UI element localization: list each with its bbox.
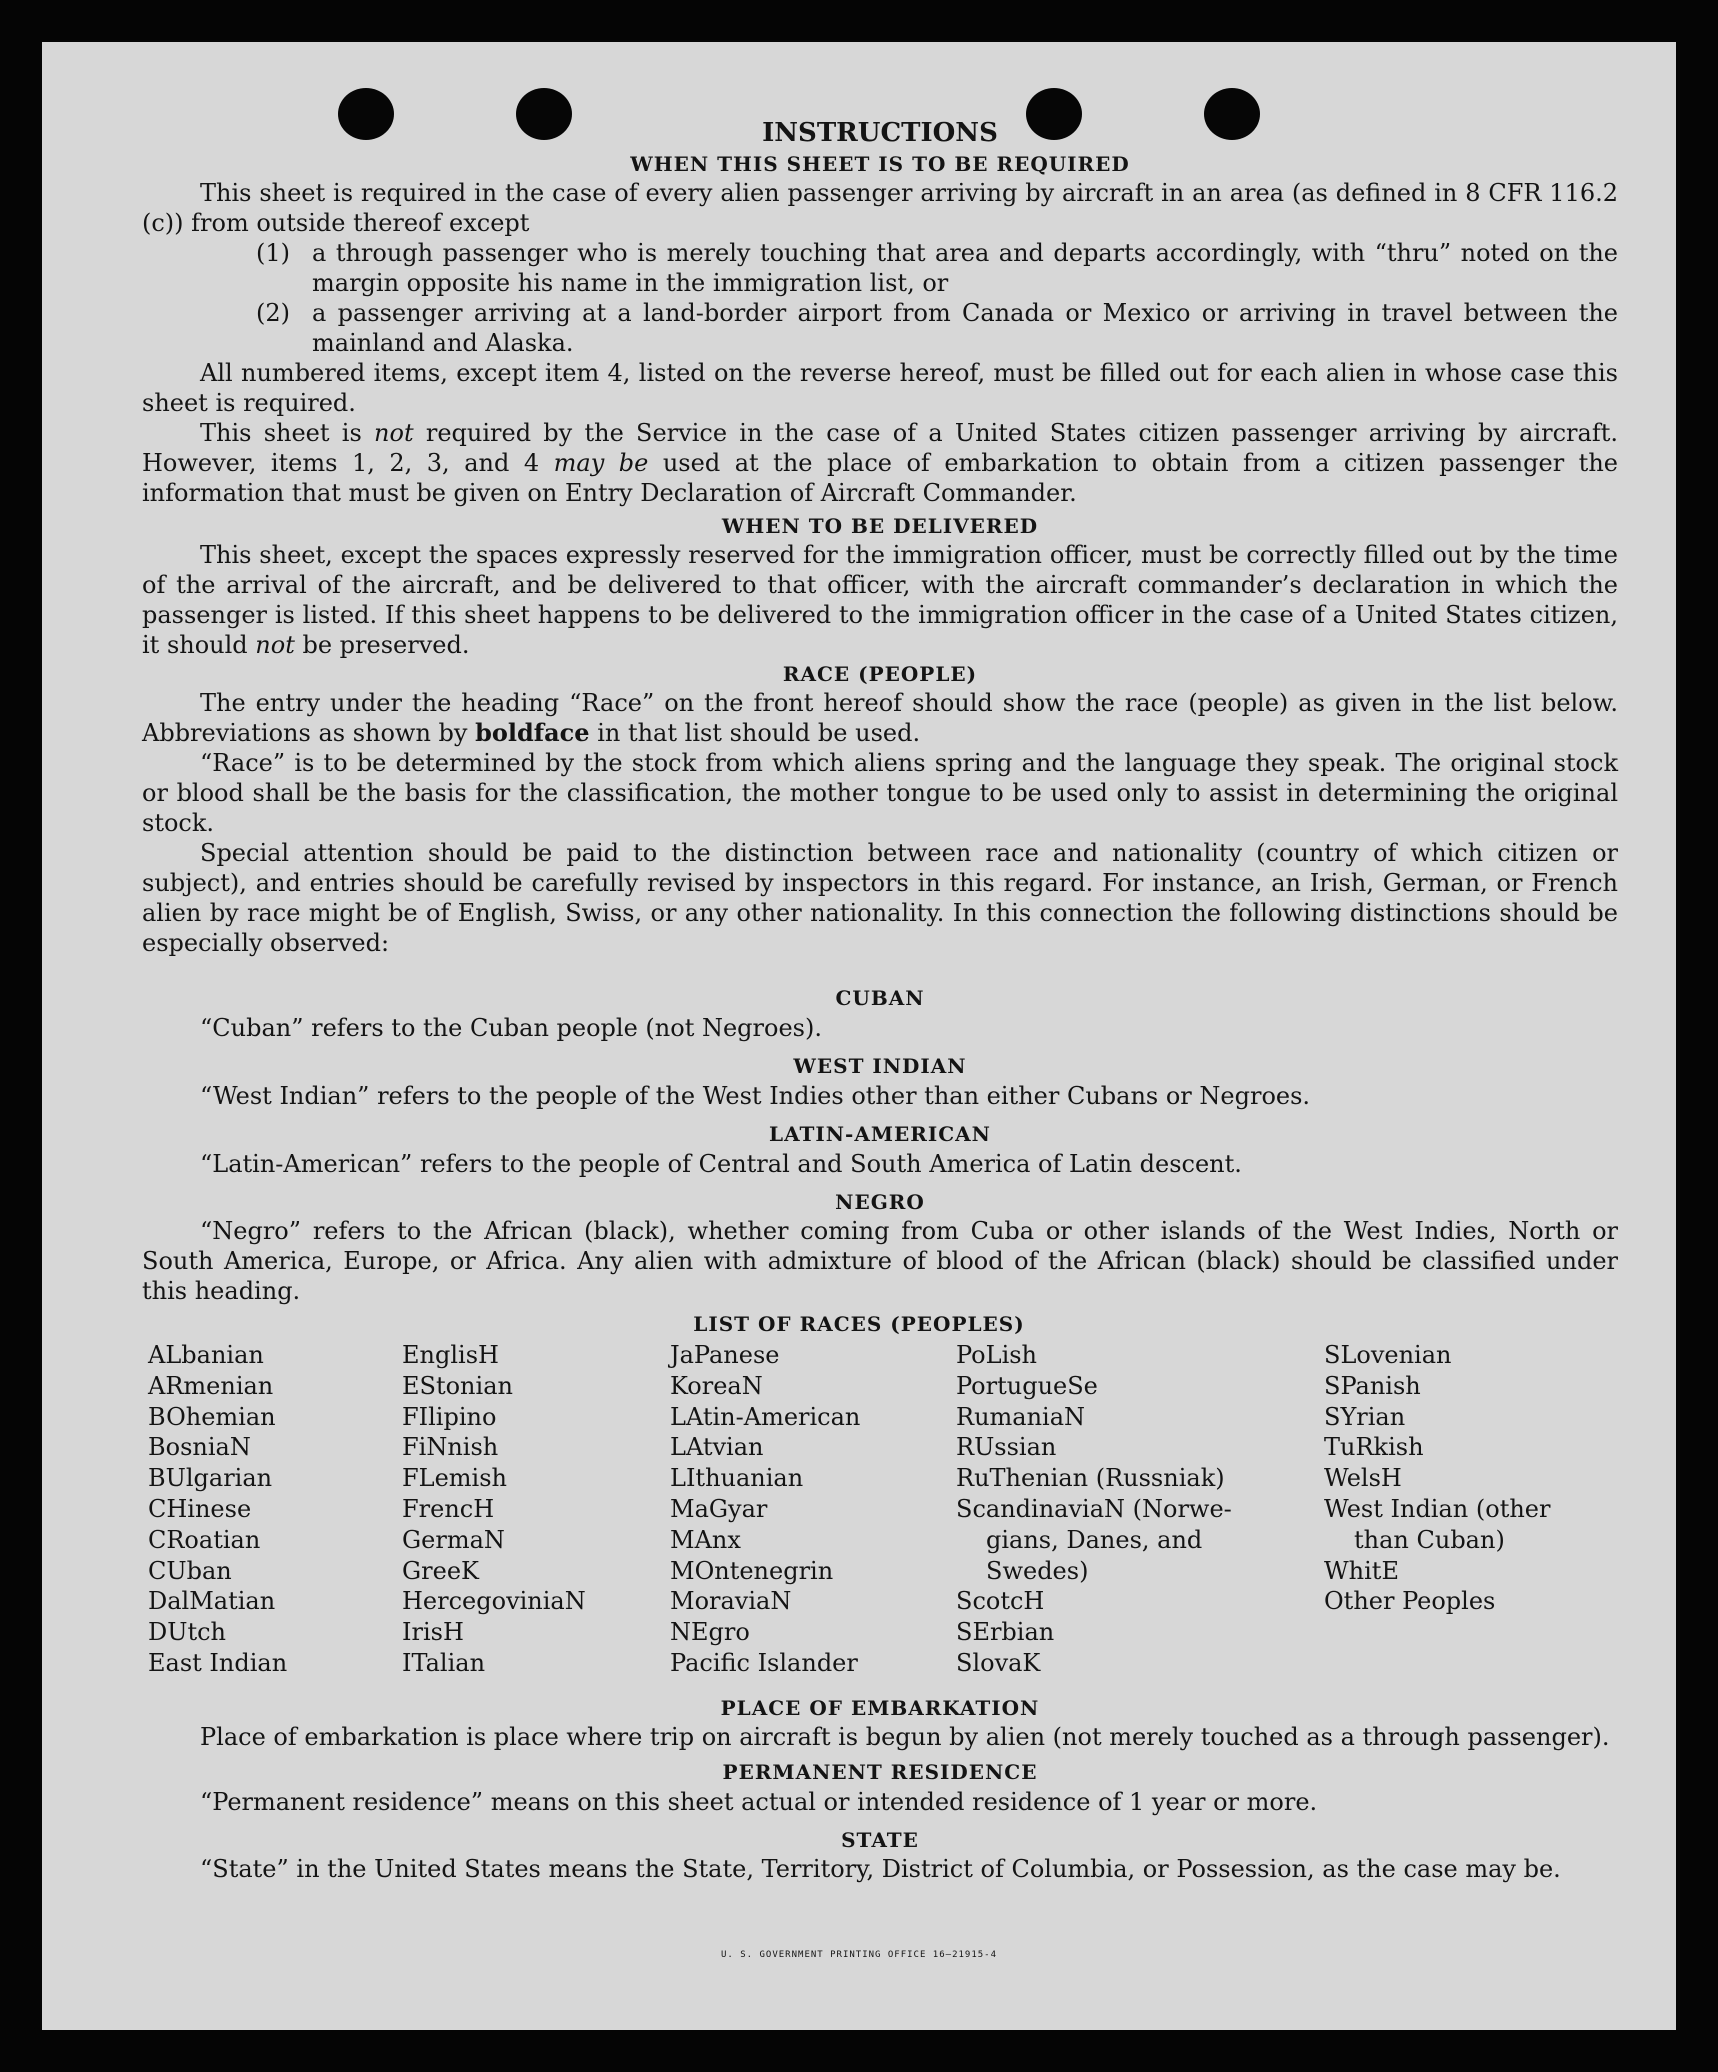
race-entry: SPanish bbox=[1324, 1371, 1421, 1400]
races-column-1 bbox=[148, 1340, 287, 1679]
heading-permanent-residence: PERMANENT RESIDENCE bbox=[722, 1760, 1038, 1784]
race-entry: DUtch bbox=[148, 1618, 227, 1647]
race-entry: FiNnish bbox=[402, 1433, 499, 1462]
heading-latin-american: LATIN-AMERICAN bbox=[769, 1122, 991, 1146]
race-entry: Other Peoples bbox=[1324, 1587, 1496, 1616]
residence-text: “Permanent residence” means on this sheet actual or intended residence of 1 year or more. bbox=[200, 1788, 1318, 1816]
race-entry: BUlgarian bbox=[148, 1464, 273, 1493]
heading-race: RACE (PEOPLE) bbox=[782, 662, 978, 686]
heading-west-indian: WEST INDIAN bbox=[793, 1054, 967, 1078]
heading-cuban: CUBAN bbox=[835, 986, 925, 1010]
race-entry: FrencH bbox=[402, 1494, 495, 1523]
page-title: INSTRUCTIONS bbox=[762, 118, 998, 148]
race-entry: GreeK bbox=[402, 1556, 479, 1585]
race-entry: CRoatian bbox=[148, 1525, 261, 1554]
race-entry: TuRkish bbox=[1324, 1433, 1424, 1462]
race-entry: ScandinaviaN (Norwe- bbox=[956, 1494, 1232, 1523]
required-intro: This sheet is required in the case of every alien passenger arriving by aircraft in an area (as defined in 8 CFR 116.2 (c)) from outside thereof except bbox=[142, 179, 1618, 237]
race-entry: WhitE bbox=[1324, 1556, 1399, 1585]
cuban-text: “Cuban” refers to the Cuban people (not Negroes). bbox=[200, 1014, 822, 1042]
race-entry: ITalian bbox=[402, 1648, 486, 1677]
race-entry: gians, Danes, and bbox=[986, 1525, 1203, 1554]
west-indian-text: “West Indian” refers to the people of the West Indies other than either Cubans or Negroes. bbox=[200, 1082, 1311, 1110]
races-column-2 bbox=[402, 1340, 586, 1679]
race-entry: HercegoviniaN bbox=[402, 1587, 586, 1616]
heading-negro: NEGRO bbox=[835, 1190, 925, 1214]
race-entry: IrisH bbox=[402, 1618, 464, 1647]
race-text-1: The entry under the heading “Race” on the front hereof should show the race (people) as given in the list below. Abbreviations as shown by boldface in that list should be used. bbox=[142, 689, 1618, 747]
race-entry: MOntenegrin bbox=[670, 1556, 834, 1585]
delivered-text: This sheet, except the spaces expressly reserved for the immigration officer, must be correctly filled out by the time of the arrival of the aircraft, and be delivered to that officer, with the aircraft commander’s declaration in which the passenger is listed. If this sheet happens to be delivered to the immigration officer in the case of a United States citizen, it should not be preserved. bbox=[142, 541, 1618, 659]
race-text-2: “Race” is to be determined by the stock from which aliens spring and the language they speak. The original stock or blood shall be the basis for the classification, the mother tongue to be used only to assist in determining the original stock. bbox=[142, 749, 1618, 837]
race-entry: EStonian bbox=[402, 1371, 513, 1400]
printing-office-footer: U. S. GOVERNMENT PRINTING OFFICE 16—21915-4 bbox=[721, 1950, 997, 1960]
races-column-3 bbox=[670, 1340, 860, 1679]
race-entry: JaPanese bbox=[670, 1341, 780, 1369]
race-entry: ScotcH bbox=[956, 1587, 1045, 1616]
exception-item: (2) a passenger arriving at a land-border airport from Canada or Mexico or arriving in travel between the mainland and Alaska. bbox=[256, 299, 1618, 357]
race-entry: CHinese bbox=[148, 1494, 252, 1523]
race-entry: NEgro bbox=[670, 1618, 750, 1647]
heading-list-of-races: LIST OF RACES (PEOPLES) bbox=[693, 1312, 1025, 1336]
race-entry: FIlipino bbox=[402, 1402, 497, 1431]
race-entry: SYrian bbox=[1324, 1402, 1406, 1431]
race-entry: MAnx bbox=[670, 1525, 741, 1554]
race-entry: FLemish bbox=[402, 1464, 507, 1493]
race-entry: CUban bbox=[148, 1556, 232, 1585]
heading-embarkation: PLACE OF EMBARKATION bbox=[720, 1696, 1040, 1720]
race-entry: LAtin-American bbox=[670, 1402, 861, 1431]
race-entry: EnglisH bbox=[402, 1341, 499, 1369]
numbered-items-text: All numbered items, except item 4, listed on the reverse hereof, must be filled out for each alien in whose case this sheet is required. bbox=[142, 359, 1618, 417]
race-entry: SlovaK bbox=[956, 1648, 1041, 1677]
race-entry: LAtvian bbox=[670, 1433, 764, 1462]
distinctions bbox=[142, 984, 1618, 1306]
races-column-4 bbox=[956, 1340, 1232, 1679]
negro-text: “Negro” refers to the African (black), whether coming from Cuba or other islands of the West Indies, North or South America, Europe, or Africa. Any alien with admixture of blood of the African (black) should be classified under this heading. bbox=[142, 1217, 1618, 1305]
race-entry: BOhemian bbox=[148, 1402, 276, 1431]
race-entry: GermaN bbox=[402, 1525, 505, 1554]
race-entry: ALbanian bbox=[148, 1341, 264, 1369]
instructions-top bbox=[142, 116, 1618, 958]
race-entry: Swedes) bbox=[986, 1556, 1089, 1585]
heading-required: WHEN THIS SHEET IS TO BE REQUIRED bbox=[630, 152, 1130, 176]
document-sheet bbox=[42, 42, 1676, 2030]
race-entry: DalMatian bbox=[148, 1587, 276, 1616]
race-entry: PortugueSe bbox=[956, 1371, 1098, 1400]
race-text-3: Special attention should be paid to the distinction between race and nationality (country of which citizen or subject), and entries should be carefully revised by inspectors in this regard. For instance, an Irish, German, or French alien by race might be of English, Swiss, or any other nationality. In this connection the following distinctions should be especially observed: bbox=[142, 839, 1618, 957]
race-entry: RUssian bbox=[956, 1433, 1057, 1462]
races-column-5 bbox=[1324, 1340, 1550, 1617]
embarkation-text: Place of embarkation is place where trip on aircraft is begun by alien (not merely touched as a through passenger). bbox=[200, 1723, 1610, 1751]
latin-american-text: “Latin-American” refers to the people of Central and South America of Latin descent. bbox=[200, 1150, 1242, 1178]
race-entry: East Indian bbox=[148, 1648, 288, 1677]
heading-delivered: WHEN TO BE DELIVERED bbox=[721, 514, 1039, 538]
race-entry: SErbian bbox=[956, 1618, 1055, 1647]
instructions-bottom bbox=[142, 1694, 1618, 1884]
citizen-text: This sheet is not required by the Service in the case of a United States citizen passenger arriving by aircraft. However, items 1, 2, 3, and 4 may be used at the place of embarkation to obtain from a citizen passenger the information that must be given on Entry Declaration of Aircraft Commander. bbox=[142, 419, 1618, 507]
heading-state: STATE bbox=[841, 1828, 919, 1852]
race-entry: Pacific Islander bbox=[670, 1648, 858, 1677]
race-entry: MaGyar bbox=[670, 1494, 768, 1523]
race-entry: PoLish bbox=[956, 1341, 1038, 1369]
race-entry: LIthuanian bbox=[670, 1464, 804, 1493]
race-entry: SLovenian bbox=[1324, 1341, 1452, 1369]
race-entry: ARmenian bbox=[148, 1371, 274, 1400]
exception-item: (1) a through passenger who is merely touching that area and departs accordingly, with “thru” noted on the margin opposite his name in the immigration list, or bbox=[256, 239, 1618, 297]
race-entry: West Indian (other bbox=[1324, 1494, 1551, 1523]
race-entry: KoreaN bbox=[670, 1371, 763, 1400]
race-entry: WelsH bbox=[1324, 1464, 1402, 1493]
race-entry: RuThenian (Russniak) bbox=[956, 1464, 1225, 1493]
race-entry: than Cuban) bbox=[1354, 1525, 1505, 1554]
race-entry: RumaniaN bbox=[956, 1402, 1086, 1431]
race-entry: MoraviaN bbox=[670, 1587, 792, 1616]
state-text: “State” in the United States means the State, Territory, District of Columbia, or Possession, as the case may be. bbox=[200, 1855, 1561, 1883]
race-entry: BosniaN bbox=[148, 1433, 251, 1462]
